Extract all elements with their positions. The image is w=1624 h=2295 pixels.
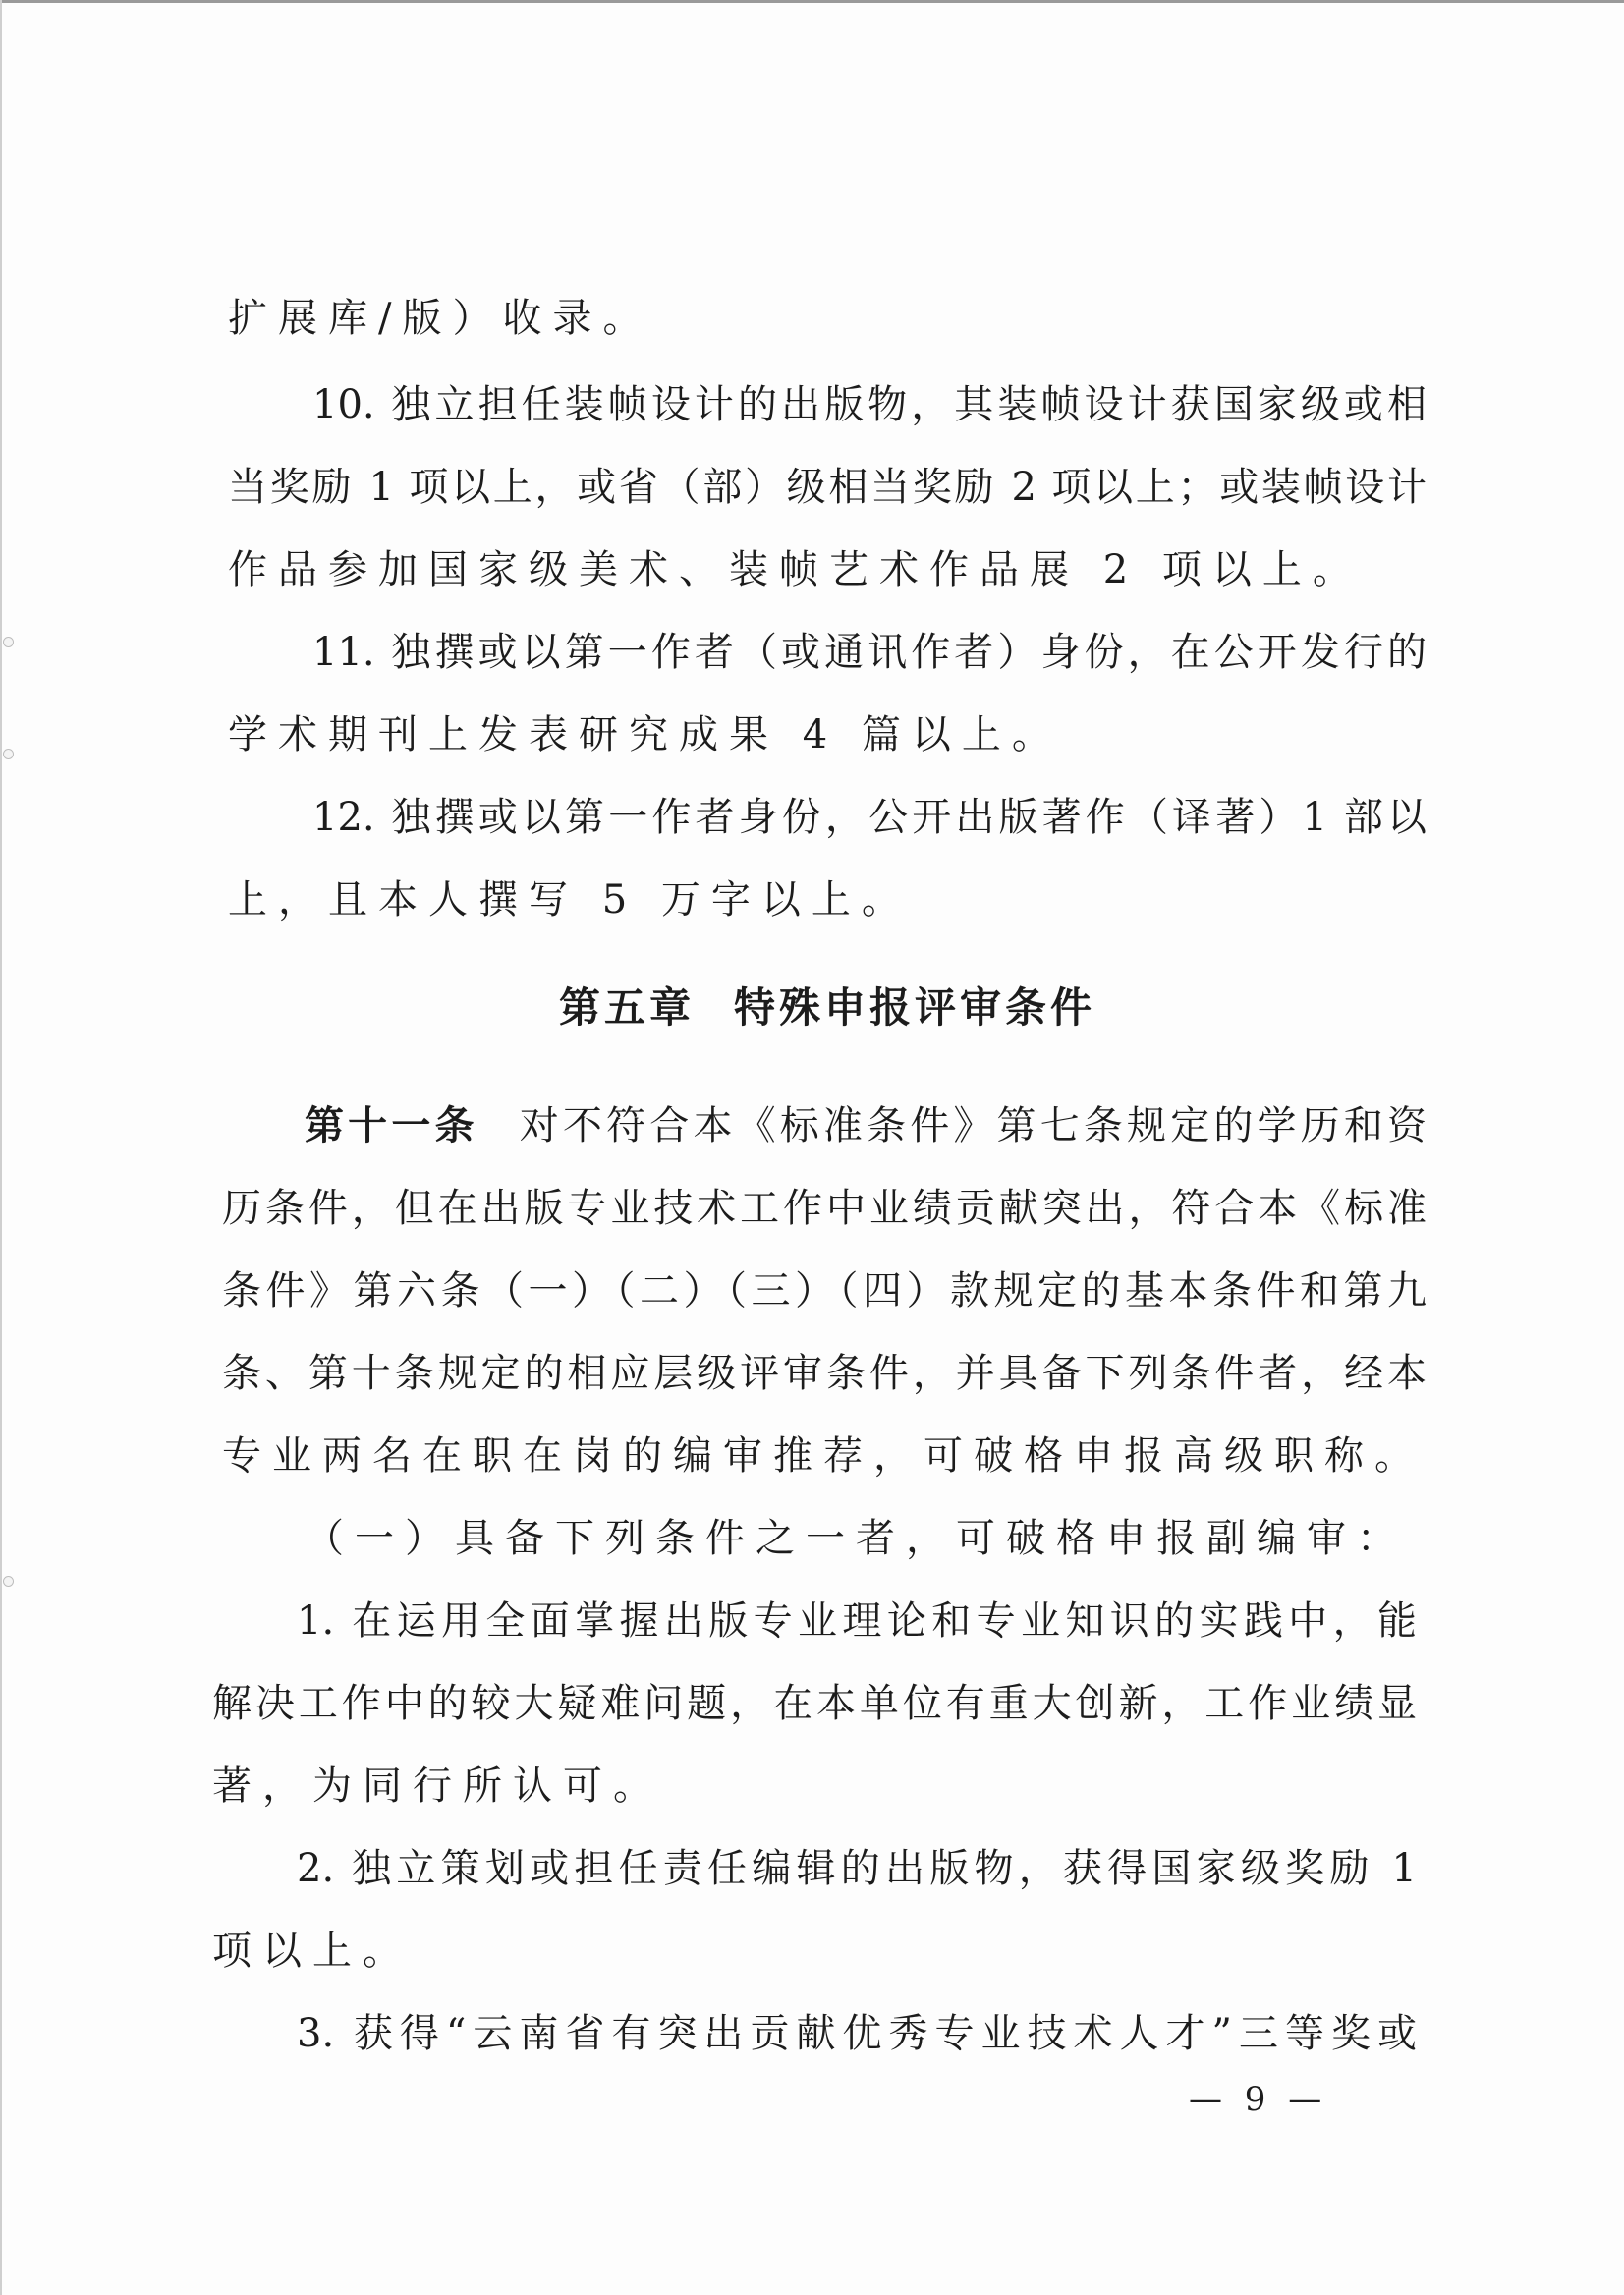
chapter-heading (228, 973, 1427, 1043)
paragraph-line: 条、第十条规定的相应层级评审条件，并具备下列条件者，经本 (222, 1351, 1427, 1396)
paragraph-line: 11. 独撰或以第一作者（或通讯作者）身份，在公开发行的 (312, 630, 1427, 675)
paragraph-line: 作品参加国家级美术、装帧艺术作品展 2 项以上。 (228, 547, 1363, 592)
chapter-number: 第五章 (558, 983, 695, 1032)
paragraph-line: 3. 获得“云南省有突出贡献优秀专业技术人才”三等奖或 (297, 2011, 1417, 2056)
paragraph-line: 1. 在运用全面掌握出版专业理论和专业知识的实践中，能 (297, 1598, 1417, 1644)
paragraph-line: 2. 独立策划或担任责任编辑的出版物，获得国家级奖励 1 (297, 1846, 1417, 1891)
article-label: 第十一条 (305, 1103, 478, 1148)
paragraph-line: 解决工作中的较大疑难问题，在本单位有重大创新，工作业绩显 (212, 1681, 1417, 1726)
paragraph-line: 学术期刊上发表研究成果 4 篇以上。 (228, 712, 1062, 757)
paragraph-line: 扩展库/版）收录。 (228, 296, 653, 341)
paragraph-line: 上，且本人撰写 5 万字以上。 (228, 877, 912, 923)
scan-edge-left (0, 0, 2, 2295)
paragraph-line: 12. 独撰或以第一作者身份，公开出版著作（译著）1 部以 (312, 795, 1427, 840)
paragraph-line: 专业两名在职在岗的编审推荐，可破格申报高级职称。 (222, 1433, 1425, 1479)
paragraph-line: 著，为同行所认可。 (212, 1763, 663, 1809)
page-number: — 9 — (1189, 2080, 1328, 2119)
paragraph-line: 当奖励 1 项以上，或省（部）级相当奖励 2 项以上；或装帧设计 (228, 465, 1427, 510)
article-first-line (305, 1085, 1427, 1167)
chapter-title: 特殊申报评审条件 (734, 983, 1096, 1032)
binding-hole-mark (3, 637, 14, 647)
paragraph-line: 10. 独立担任装帧设计的出版物，其装帧设计获国家级或相 (312, 382, 1427, 427)
paragraph-line: 历条件，但在出版专业技术工作中业绩贡献突出，符合本《标准 (222, 1186, 1427, 1231)
paragraph-line: 条件》第六条（一）（二）（三）（四）款规定的基本条件和第九 (222, 1268, 1427, 1314)
binding-hole-mark (3, 749, 14, 759)
scan-edge-top (0, 0, 1624, 3)
article-text: 对不符合本《标准条件》第七条规定的学历和资 (515, 1103, 1427, 1148)
paragraph-line: 项以上。 (212, 1929, 413, 1974)
binding-hole-mark (3, 1576, 14, 1587)
paragraph-line: （一）具备下列条件之一者，可破格申报副编审： (305, 1516, 1407, 1561)
